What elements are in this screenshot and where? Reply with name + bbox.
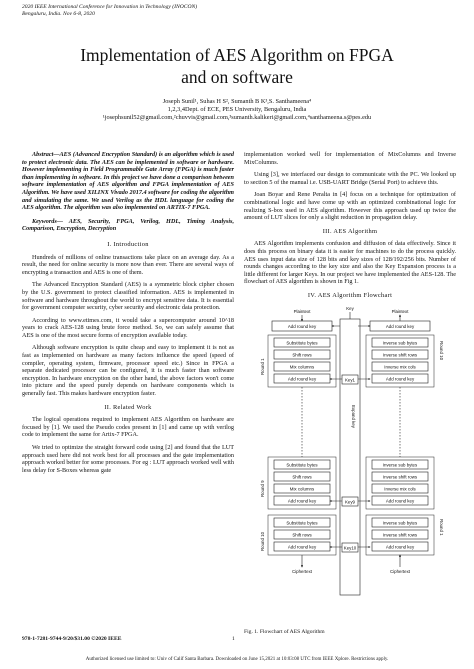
right-column xyxy=(244,151,456,636)
left-column xyxy=(22,151,234,479)
right-paragraph-2: Using [3], we interfaced our design to communicate with the PC. We looked up to section 5 of the manual i.e. USB-UART Bridge (Serial Port) to achieve this. xyxy=(244,171,456,186)
figure-caption: Fig. 1. Flowchart of AES Algorithm xyxy=(244,628,325,635)
enc-sub-bytes-1-text: Substitute bytes xyxy=(286,340,318,345)
enc-mix-columns-1-text: Mix columns xyxy=(289,364,315,369)
enc-sub-bytes-9-text: Substitute bytes xyxy=(286,462,318,467)
keywords: Keywords— AES, Security, FPGA, Verilog, HDL, Timing Analysis, Comparison, Encryption, Decryption xyxy=(22,217,234,233)
related-paragraph-2: We tried to optimize the straight forward code using [2] and found that the LUT approach used here did not work best for all processes and the gate implementation approach worked better for some processes. For eg : LUT approach worked well with less delay for S-Boxes whereas gate xyxy=(22,444,234,474)
conference-header xyxy=(22,4,197,18)
intro-paragraph-2: The Advanced Encryption Standard (AES) is a symmetric block cipher chosen by the U.S. government to protect classified information. AES is implemented in software and hardware throughout the world to encrypt sensitive data. It is essential for government computer security, cyber security and electronic data protection. xyxy=(22,281,234,312)
conference-line-2: Bengaluru, India. Nov 6-8, 2020 xyxy=(22,11,95,17)
enc-round-1-label: Round 1 xyxy=(260,357,265,375)
enc-add-round-key-1-text: Add round key xyxy=(287,376,317,381)
license-notice: Authorized licensed use limited to: Univ of Calif Santa Barbara. Downloaded on June 15,2021 at 10:03:08 UTC from IEEE Xplore. Restrictions apply. xyxy=(85,657,389,662)
dec-plaintext-label: Plaintext xyxy=(391,308,409,314)
enc-ciphertext-label: Ciphertext xyxy=(291,568,313,574)
title-line-2: and on software xyxy=(181,67,293,87)
aes-flowchart-figure xyxy=(244,305,456,627)
intro-paragraph-4: Although software encryption is quite cheap and easy to implement it is not as fast as implemented on hardware as many factors influence the speed (speed of compiler, operating system, firmware, processor speed etc.) Since in FPGA a separate dedicated processor can be configured, it is much faster than software encryption. In hardware encryption on the other hand, the above factors won't come into picture and the speed purely depends on hardware components which is generally fast. This makes hardware encryption faster. xyxy=(22,344,234,398)
paper-title xyxy=(40,44,434,88)
flowchart-diagram xyxy=(244,305,456,627)
enc-add-round-key-text: Add round key xyxy=(287,323,317,329)
dec-add-round-key-9-text: Add round key xyxy=(385,498,415,503)
author-affiliation: 1,2,3,4Dept. of ECE, PES University, Bengaluru, India xyxy=(167,106,307,113)
intro-paragraph-3: According to www.etimes.com, it would take a supercomputer around 10^18 years to crack AES-128 using brute force method. So, we can safely assume that AES is one of the most secure forms of encryption available today. xyxy=(22,316,234,339)
key1-text: Key1 xyxy=(344,377,356,382)
enc-shift-rows-10-text: Shift rows xyxy=(292,532,312,537)
dec-inv-shift-rows-1-text: Inverse shift rows xyxy=(382,352,418,357)
enc-mix-columns-9-text: Mix columns xyxy=(289,486,315,491)
enc-add-round-key-9-text: Add round key xyxy=(287,498,317,503)
dec-add-round-key-1-text: Add round key xyxy=(385,376,415,381)
author-emails: ¹josephsunil52@gmail.com,²chuvvis@gmail.com,³sumanth.kalikeri@gmail.com,⁴santhameena.s@pes.edu xyxy=(102,114,372,121)
right-paragraph-1: implementation worked well for implementation of MixColumns and Inverse MixColumns. xyxy=(244,151,456,166)
dec-round-1-label: Round 1 xyxy=(439,518,444,536)
section-heading-related-work: II. Related Work xyxy=(104,403,152,411)
section-heading-aes-algorithm: III. AES Algorithm xyxy=(322,227,378,235)
key9-text: Key9 xyxy=(344,499,356,504)
conference-line-1: 2020 IEEE International Conference for Innovation in Technology (INOCON) xyxy=(22,4,198,10)
isbn-footer: 978-1-7281-9744-9/20/$31.00 ©2020 IEEE xyxy=(22,636,122,642)
enc-shift-rows-1-text: Shift rows xyxy=(292,352,312,357)
intro-paragraph-1: Hundreds of millions of online transactions take place on an average day. As a result, the need for online security is more now than ever. There are several ways of encrypting a transaction and AES is one of them. xyxy=(22,253,234,276)
dec-inv-sub-bytes-10-text: Inverse sub bytes xyxy=(382,520,418,525)
dec-inv-mix-cols-1-text: Inverse mix cols xyxy=(384,364,416,369)
author-names: Joseph Sunil¹, Suhas H S², Sumanth B K³,S. Santhameena⁴ xyxy=(162,98,312,105)
key10-text: Key10 xyxy=(343,545,357,550)
enc-round-9-label: Round 9 xyxy=(260,479,265,497)
dec-inv-sub-bytes-1-text: Inverse sub bytes xyxy=(382,340,418,345)
related-paragraph-1: The logical operations required to implement AES Algorithm on hardware are focused by [1]. We used the Pseudo codes present in [1] and came up with verilog code to implement the same for Artix-7 FPGA. xyxy=(22,416,234,439)
dec-ciphertext-label: Ciphertext xyxy=(389,568,411,574)
page-number: 1 xyxy=(232,636,235,642)
enc-add-round-key-10-text: Add round key xyxy=(287,544,317,549)
expand-key-box xyxy=(340,319,360,595)
abstract: Abstract—AES (Advanced Encryption Standard) is an algorithm which is used to protect electronic data. The AES can be implemented in software or hardware. However implementing in Field Programmable Gate Array (FPGA) is much faster than implementing in software. In this project we have done a comparison between software implementation of AES algorithm and FPGA implementation of AES Algorithm. We have used XILINX Vivado 2017.4 software for coding the algorithm and simulating the same. We used Verilog as the HDL language for coding the AES algorithm. The algorithm was also implemented on ARTIX-7 FPGA. xyxy=(22,151,234,212)
aes-paragraph: AES Algorithm implements confusion and diffusion of data effectively. Since it does this process on binary data it is easier for machines to do the process quickly. AES uses input data size of 128 bits and key sizes of 128/192/256 bits. Number of rounds changes according to the key size and also the Key Expansion process is a little different for larger Keys. In our project we have implemented the AES-128. The flowchart of AES algorithm is shown in Fig 1. xyxy=(244,240,456,286)
dec-round-10-label: Round 10 xyxy=(439,340,444,360)
dec-inv-shift-rows-9-text: Inverse shift rows xyxy=(382,474,418,479)
enc-sub-bytes-10-text: Substitute bytes xyxy=(286,520,318,525)
dec-inv-shift-rows-10-text: Inverse shift rows xyxy=(382,532,418,537)
right-paragraph-3: Joan Boyar and Rene Peralta in [4] focus on a technique for optimization of combinational logic and have come up with an optimized combinational logic for realizing S-box used in AES algorithm. However this approach used up twice the amount of LUT slices for only a slight reduction in propagation delay. xyxy=(244,191,456,222)
dec-inv-sub-bytes-9-text: Inverse sub bytes xyxy=(382,462,418,467)
author-block xyxy=(90,98,384,122)
dec-inv-mix-cols-9-text: Inverse mix cols xyxy=(384,486,416,491)
title-line-1: Implementation of AES Algorithm on FPGA xyxy=(80,45,394,65)
section-heading-flowchart: IV. AES Algorithm Flowchart xyxy=(307,291,393,299)
enc-shift-rows-9-text: Shift rows xyxy=(292,474,312,479)
dec-add-round-key-10-text: Add round key xyxy=(385,544,415,549)
dec-add-round-key-text: Add round key xyxy=(385,323,415,329)
expand-key-text: Expand key xyxy=(351,404,356,428)
enc-round-10-label: Round 10 xyxy=(260,531,265,551)
key-label: Key xyxy=(346,305,354,311)
section-heading-introduction: I. Introduction xyxy=(107,240,149,248)
enc-plaintext-label: Plaintext xyxy=(293,308,311,314)
